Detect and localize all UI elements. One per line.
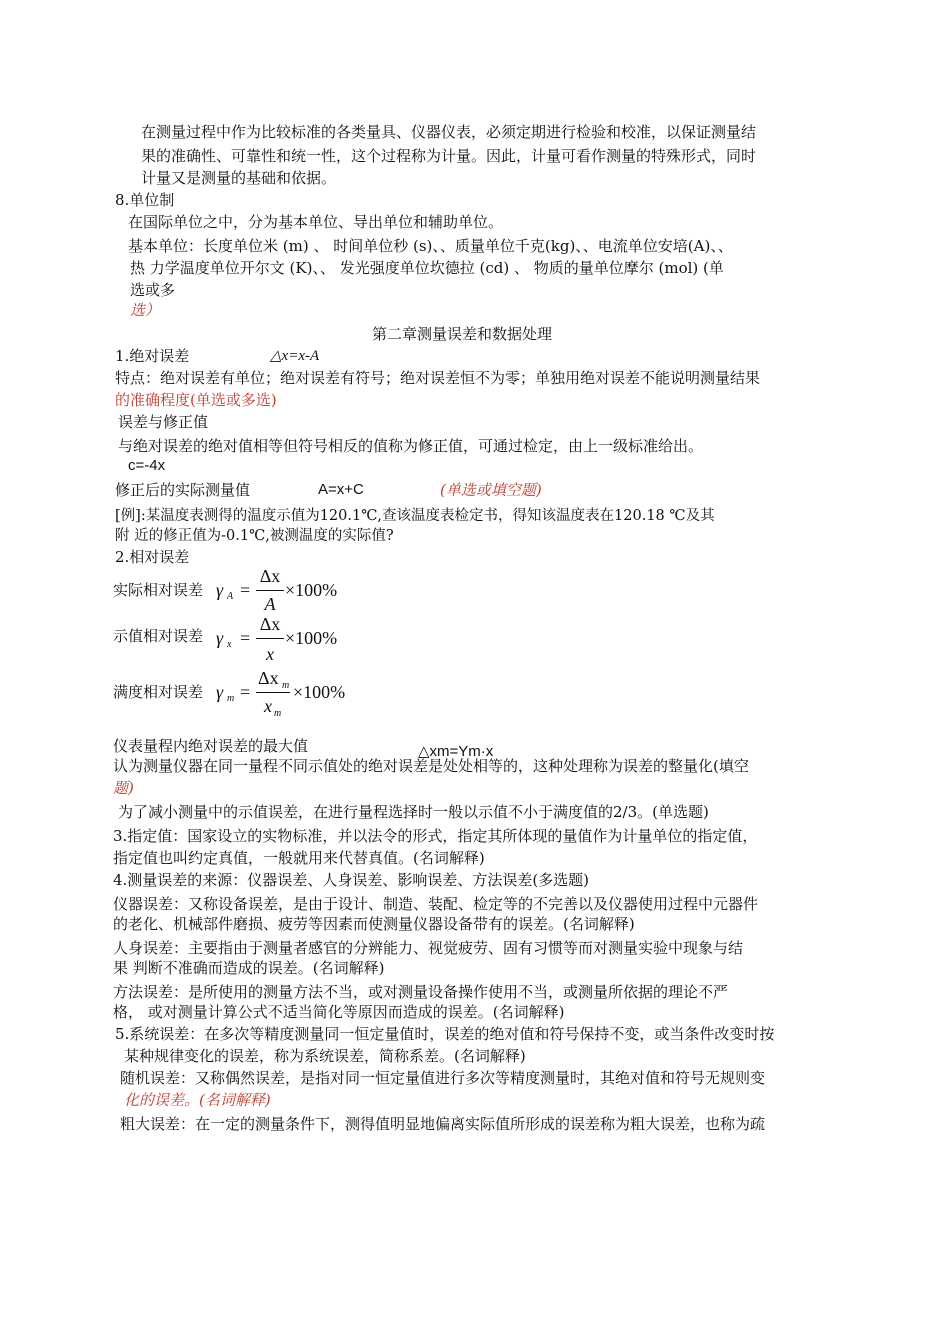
actual-relative-label: 实际相对误差 bbox=[113, 581, 204, 599]
example-line-2: 附 近的修正值为-0.1℃,被测温度的实际值? bbox=[115, 528, 394, 544]
random-error-2: 化的误差。(名词解释) bbox=[124, 1091, 271, 1109]
chapter-title: 第二章测量误差和数据处理 bbox=[372, 325, 553, 343]
s8-line-5: 选） bbox=[130, 301, 161, 319]
correction-heading: 误差与修正值 bbox=[118, 413, 209, 431]
s8-line-2: 基本单位：长度单位米 (m) 、 时间单位秒 (s)、、质量单位千克(kg)、、电流单位安培(A)、、 bbox=[128, 237, 733, 255]
max-error-formula: △xm=Ym·x bbox=[418, 743, 494, 760]
s4-line: 4.测量误差的来源：仪器误差、人身误差、影响误差、方法误差(多选题) bbox=[113, 871, 590, 889]
quantization-line-1: 认为测量仪器在同一量程不同示值处的绝对误差是处处相等的，这种处理称为误差的整量化(填空 bbox=[113, 757, 749, 775]
personal-error-1: 人身误差：主要指由于测量者感官的分辨能力、视觉疲劳、固有习惯等而对测量实验中现象与结 bbox=[113, 939, 744, 957]
abs-feature-1: 特点：绝对误差有单位；绝对误差有符号；绝对误差恒不为零；单独用绝对误差不能说明测量结果 bbox=[115, 369, 761, 387]
range-selection-line: 为了减小测量中的示值误差，在进行量程选择时一般以示值不小于满度值的2/3。(单选题) bbox=[118, 803, 709, 821]
full-scale-relative-label: 满度相对误差 bbox=[113, 683, 204, 701]
s3-line-1: 3.指定值：国家设立的实物标准，并以法令的形式，指定其所体现的量值作为计量单位的指定值， bbox=[113, 827, 758, 845]
section-8-heading: 8.单位制 bbox=[115, 191, 175, 209]
instrument-error-1: 仪器误差：又称设备误差，是由于设计、制造、装配、检定等的不完善以及仪器使用过程中元器件 bbox=[113, 895, 759, 913]
personal-error-2: 果 判断不准确而造成的误差。(名词解释) bbox=[113, 959, 385, 977]
method-error-1: 方法误差：是所使用的测量方法不当，或对测量设备操作使用不当，或测量所依据的理论不严 bbox=[113, 983, 729, 1001]
correction-line: 与绝对误差的绝对值相等但符号相反的值称为修正值，可通过检定，由上一级标准给出。 bbox=[118, 437, 704, 455]
instrument-error-2: 的老化、机械部件磨损、疲劳等因素而使测量仪器设备带有的误差。(名词解释) bbox=[113, 915, 635, 933]
intro-line-1: 在测量过程中作为比较标准的各类量具、仪器仪表，必须定期进行检验和校准，以保证测量结 bbox=[141, 123, 757, 141]
intro-line-2: 果的准确性、可靠性和统一性，这个过程称为计量。因此，计量可看作测量的特殊形式，同时 bbox=[141, 147, 757, 165]
quantization-line-2: 题) bbox=[113, 779, 134, 797]
corrected-formula: A=x+C bbox=[318, 481, 364, 498]
random-error-1: 随机误差：又称偶然误差，是指对同一恒定量值进行多次等精度测量时，其绝对值和符号无规则变 bbox=[120, 1069, 766, 1087]
abs-feature-2: 的准确程度(单选或多选) bbox=[115, 391, 277, 409]
relative-error-heading: 2.相对误差 bbox=[115, 548, 190, 566]
gross-error-1: 粗大误差：在一定的测量条件下，测得值明显地偏离实际值所形成的误差称为粗大误差，也称为疏 bbox=[120, 1115, 766, 1133]
s8-line-3: 热 力学温度单位开尔文 (K)、、 发光强度单位坎德拉 (cd) 、 物质的量单位摩尔 (mol) (单 bbox=[130, 259, 724, 277]
max-error-label: 仪表量程内绝对误差的最大值 bbox=[113, 737, 309, 755]
method-error-2: 格， 或对测量计算公式不适当简化等原因而造成的误差。(名词解释) bbox=[113, 1003, 565, 1021]
systematic-error-1: 5.系统误差：在多次等精度测量同一恒定量值时，误差的绝对值和符号保持不变，或当条件改变时按 bbox=[115, 1025, 775, 1043]
example-line-1: [例]:某温度表测得的温度示值为120.1℃,查该温度表检定书，得知该温度表在120.18 ℃及其 bbox=[115, 508, 715, 524]
corrected-note: (单选或填空题) bbox=[440, 481, 542, 499]
intro-line-3: 计量又是测量的基础和依据。 bbox=[141, 169, 337, 187]
indicated-relative-label: 示值相对误差 bbox=[113, 627, 204, 645]
s8-line-1: 在国际单位之中，分为基本单位、导出单位和辅助单位。 bbox=[128, 213, 504, 231]
correction-formula: c=-4x bbox=[128, 457, 166, 474]
corrected-label: 修正后的实际测量值 bbox=[115, 481, 251, 499]
s3-line-2: 指定值也叫约定真值，一般就用来代替真值。(名词解释) bbox=[113, 849, 485, 867]
abs-error-heading: 1.绝对误差 bbox=[115, 347, 190, 365]
systematic-error-2: 某种规律变化的误差，称为系统误差，简称系差。(名词解释) bbox=[124, 1047, 526, 1065]
abs-error-formula: △x=x-A bbox=[270, 348, 320, 364]
s8-line-4: 选或多 bbox=[130, 281, 176, 299]
